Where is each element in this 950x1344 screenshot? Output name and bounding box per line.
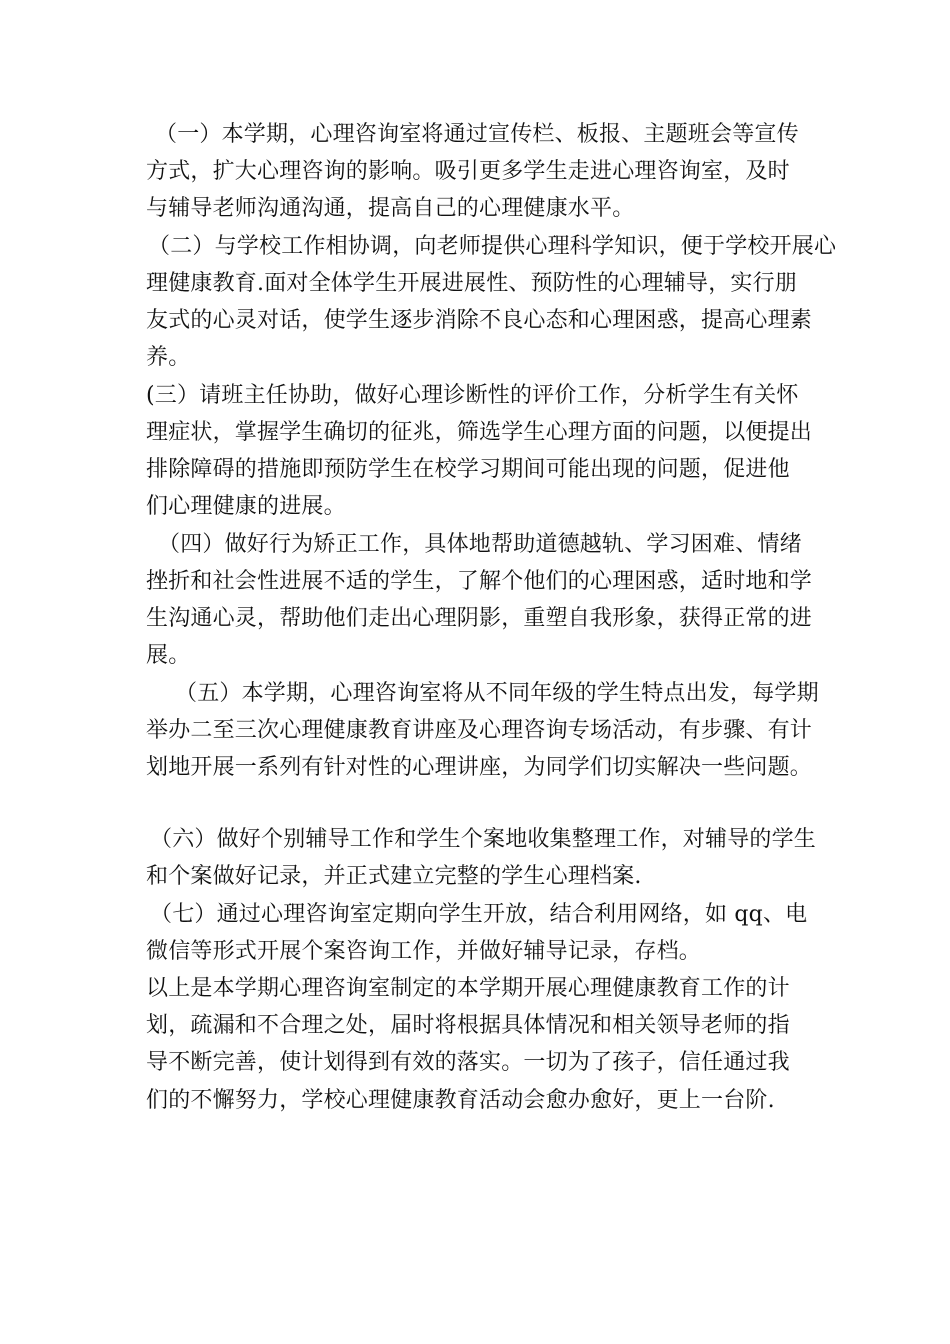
text-line: 与辅导老师沟通沟通，提高自己的心理健康水平。 bbox=[146, 196, 635, 221]
text-line: 和个案做好记录，并正式建立完整的学生心理档案. bbox=[146, 864, 642, 889]
text-line: （四）做好行为矫正工作，具体地帮助道德越轨、学习困难、情绪 bbox=[158, 532, 802, 557]
text-line: （二）与学校工作相协调，向老师提供心理科学知识，便于学校开展心 bbox=[148, 234, 837, 259]
text-line: 以上是本学期心理咨询室制定的本学期开展心理健康教育工作的计 bbox=[146, 976, 790, 1001]
text-line: 展。 bbox=[146, 643, 191, 668]
text-line: （五）本学期，心理咨询室将从不同年级的学生特点出发，每学期 bbox=[175, 681, 819, 706]
text-line: (三）请班主任协助，做好心理诊断性的评价工作，分析学生有关怀 bbox=[146, 383, 799, 408]
text-line: 生沟通心灵，帮助他们走出心理阴影，重塑自我形象，获得正常的进 bbox=[146, 606, 813, 631]
text-line: 划地开展一系列有针对性的心理讲座，为同学们切实解决一些问题。 bbox=[146, 755, 813, 780]
text-line: 们心理健康的进展。 bbox=[146, 494, 346, 519]
text-line: （六）做好个别辅导工作和学生个案地收集整理工作，对辅导的学生 bbox=[150, 827, 817, 852]
text-line: 划，疏漏和不合理之处，届时将根据具体情况和相关领导老师的指 bbox=[146, 1013, 790, 1038]
text-line: 友式的心灵对话，使学生逐步消除不良心态和心理困惑，提高心理素 bbox=[146, 308, 813, 333]
text-line: 排除障碍的措施即预防学生在校学习期间可能出现的问题，促进他 bbox=[146, 457, 790, 482]
text-line: 微信等形式开展个案咨询工作，并做好辅导记录，存档。 bbox=[146, 939, 702, 964]
text-line: 理症状，掌握学生确切的征兆，筛选学生心理方面的问题，以便提出 bbox=[146, 420, 813, 445]
text-line: 们的不懈努力，学校心理健康教育活动会愈办愈好，更上一台阶. bbox=[146, 1088, 775, 1113]
text-line: 方式，扩大心理咨询的影响。吸引更多学生走进心理咨询室，及时 bbox=[146, 159, 790, 184]
text-line: 理健康教育.面对全体学生开展进展性、预防性的心理辅导，实行朋 bbox=[146, 271, 797, 296]
text-line: 养。 bbox=[146, 345, 191, 370]
text-line: 导不断完善，使计划得到有效的落实。一切为了孩子，信任通过我 bbox=[146, 1050, 790, 1075]
text-line: 挫折和社会性进展不适的学生，了解个他们的心理困惑，适时地和学 bbox=[146, 569, 813, 594]
text-line: 举办二至三次心理健康教育讲座及心理咨询专场活动，有步骤、有计 bbox=[146, 718, 813, 743]
text-line: （七）通过心理咨询室定期向学生开放，结合利用网络，如 qq、电 bbox=[150, 902, 808, 927]
text-line: （一）本学期，心理咨询室将通过宣传栏、板报、主题班会等宣传 bbox=[155, 122, 799, 147]
